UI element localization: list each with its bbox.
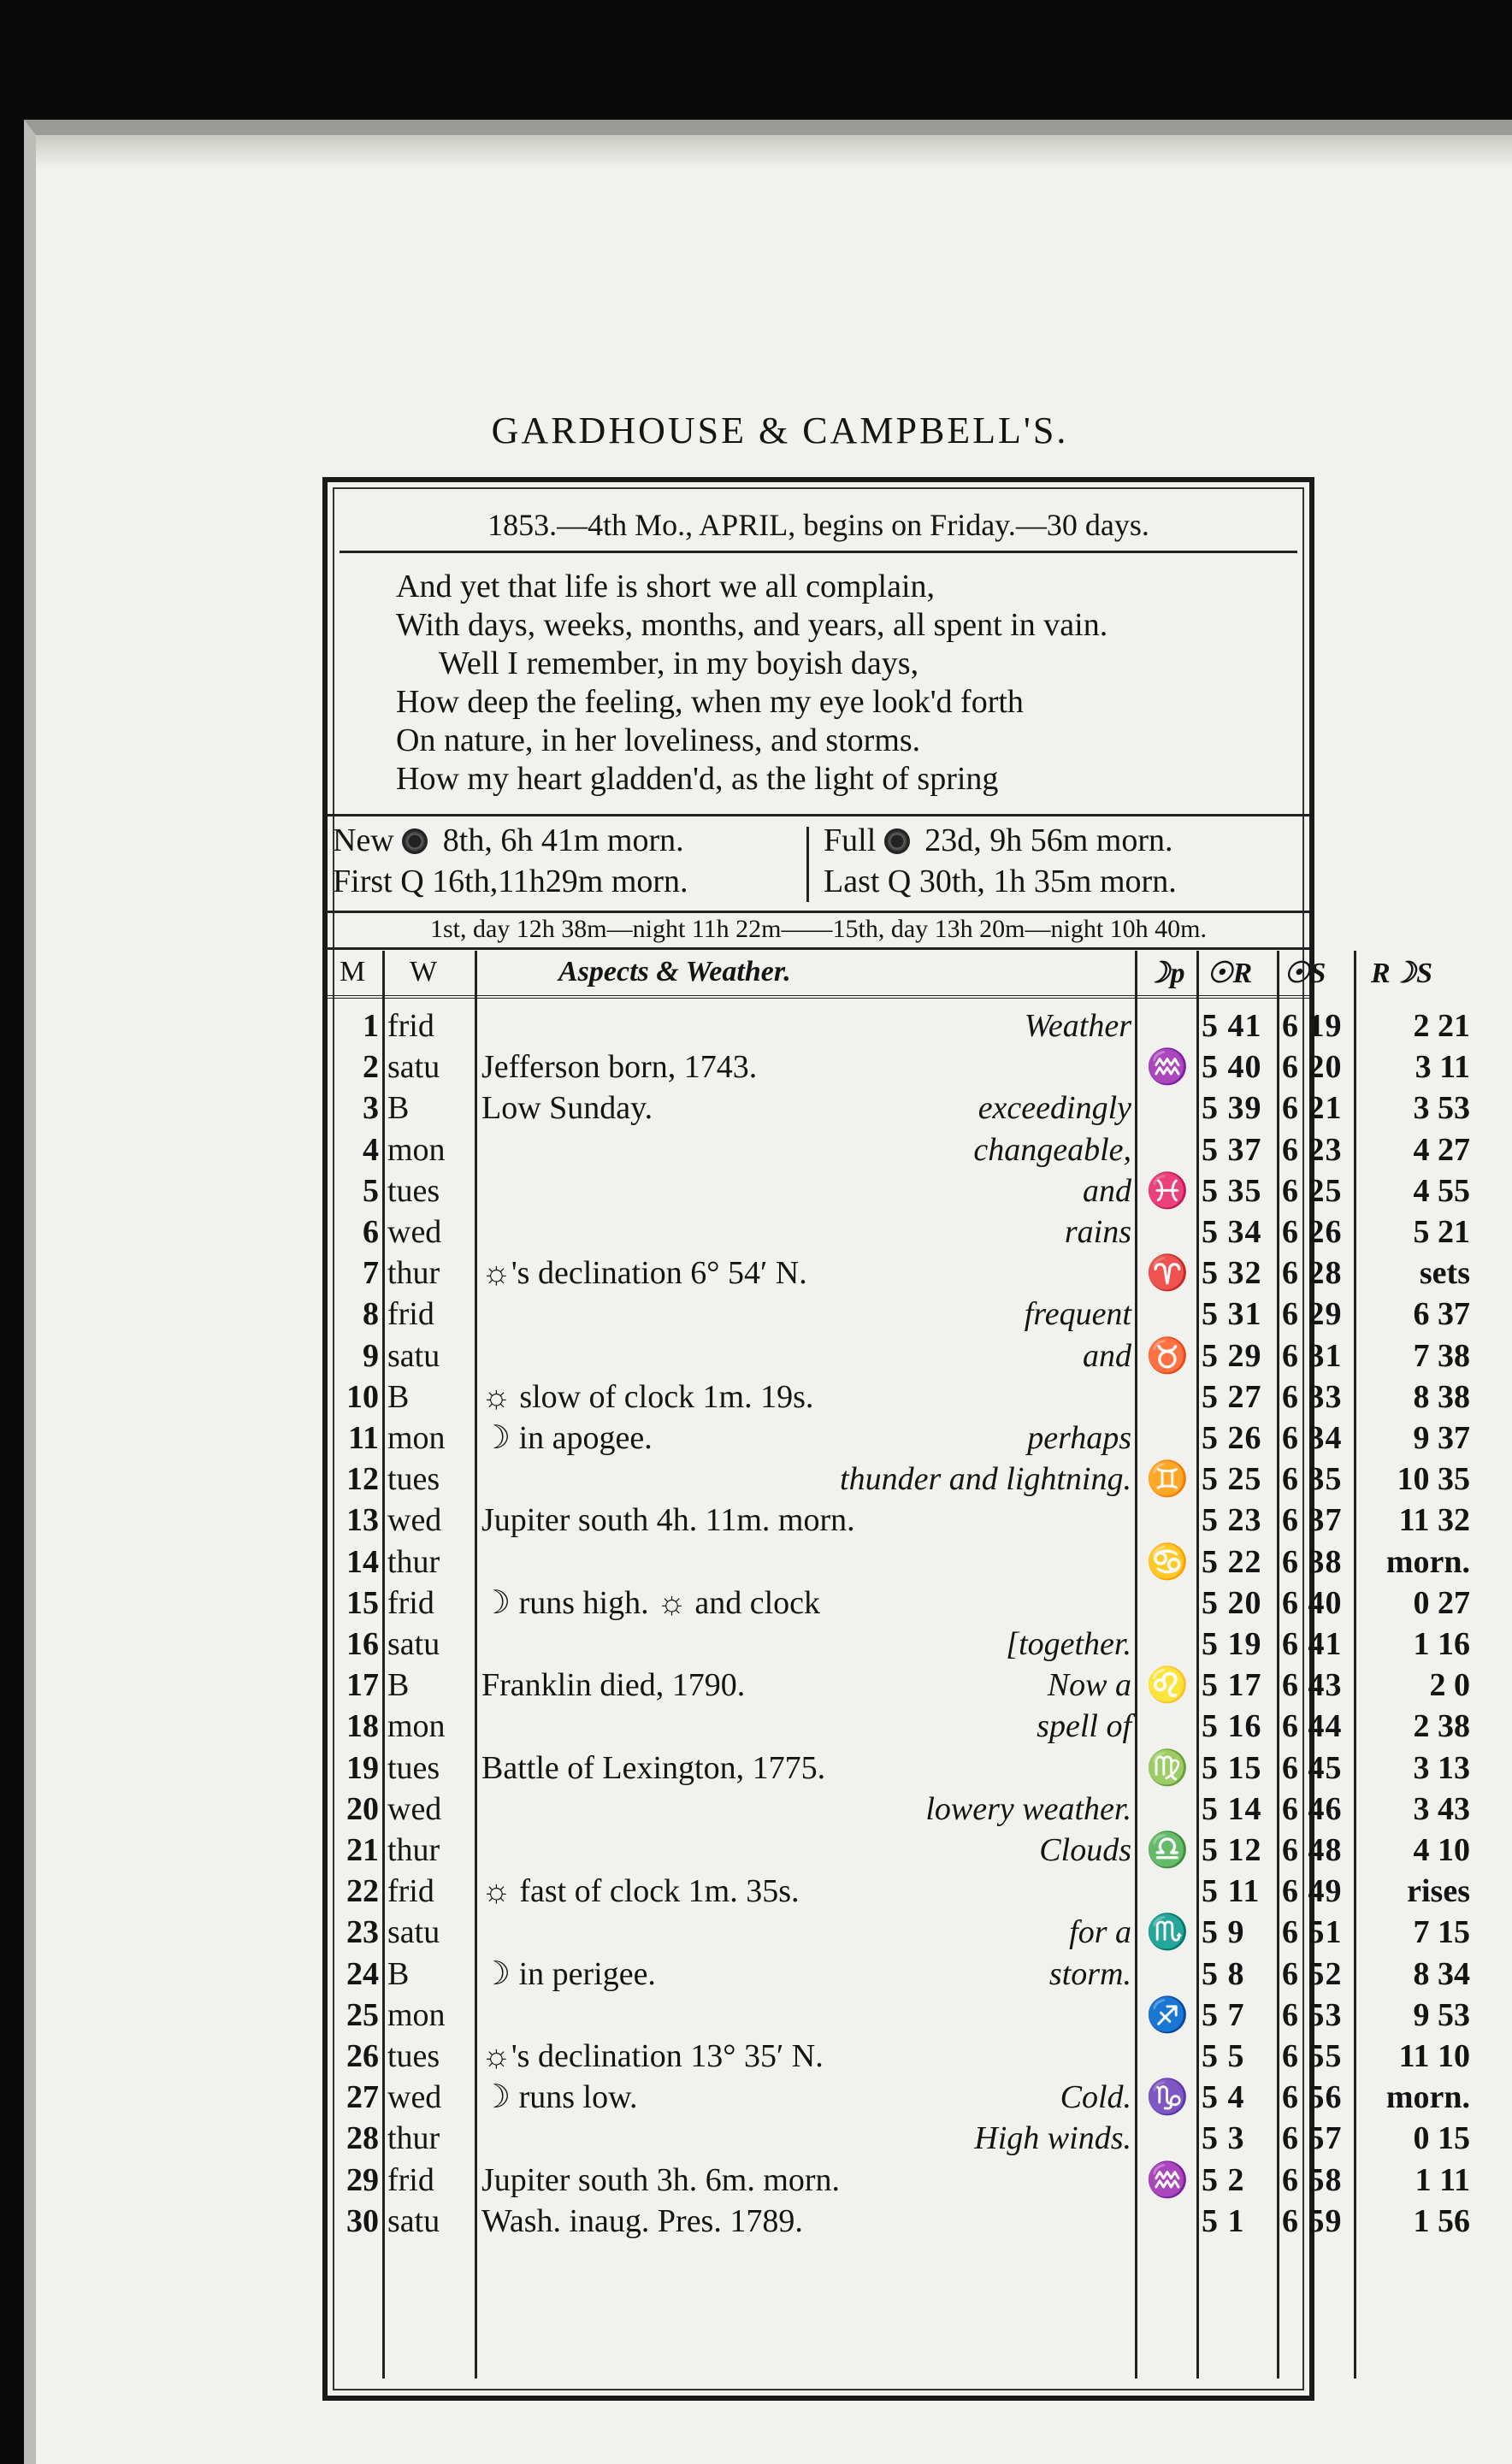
weather-text: Clouds: [1039, 1832, 1131, 1868]
verse-block: [396, 568, 1285, 799]
calendar-row: [328, 2118, 1470, 2159]
weekday: thur: [387, 1255, 440, 1292]
weather-text: Now a: [1047, 1667, 1131, 1704]
sun-rise: 5 20: [1202, 1584, 1262, 1621]
weather-text: storm.: [1048, 1955, 1131, 1992]
sun-set: 6 43: [1282, 1667, 1343, 1704]
weather-text: [together.: [1006, 1626, 1131, 1662]
header-weekday: W: [410, 956, 438, 987]
calendar-row: [328, 1335, 1470, 1376]
aspect-text: ☽ in apogee.: [481, 1420, 653, 1456]
weekday: thur: [387, 1832, 440, 1868]
calendar-row: [328, 2201, 1470, 2242]
moon-rise-set: 10 35: [1397, 1461, 1470, 1498]
weather-text: for a: [1069, 1914, 1131, 1951]
day-number: 3: [363, 1090, 379, 1127]
sun-rise: 5 14: [1202, 1790, 1262, 1827]
sun-set: 6 51: [1282, 1914, 1343, 1951]
weekday: mon: [387, 1420, 446, 1456]
weekday: satu: [387, 1337, 440, 1374]
calendar-row: [328, 1665, 1470, 1706]
moon-rise-set: 4 10: [1413, 1832, 1470, 1868]
sun-set: 6 38: [1282, 1543, 1343, 1580]
weekday: frid: [387, 2161, 434, 2198]
calendar-row: [328, 2036, 1470, 2077]
full-moon: [824, 820, 1177, 861]
weather-text: Cold.: [1060, 2079, 1131, 2116]
weather-text: lowery weather.: [925, 1790, 1131, 1827]
almanac-page: [24, 120, 1512, 2464]
weather-text: and: [1083, 1172, 1131, 1209]
day-number: 5: [363, 1172, 379, 1209]
sun-rise: 5 7: [1202, 1996, 1245, 2033]
calendar-row: [328, 1583, 1470, 1624]
day-number: 18: [346, 1708, 379, 1745]
day-number: 25: [346, 1996, 379, 2033]
moon-rise-set: 11 32: [1398, 1502, 1470, 1539]
sun-set: 6 33: [1282, 1378, 1343, 1415]
moon-phases: [328, 814, 1309, 913]
zodiac-sign: ♐: [1146, 1995, 1189, 2034]
weekday: frid: [387, 1584, 434, 1621]
aspect-text: ☼ slow of clock 1m. 19s.: [481, 1378, 814, 1415]
header-moon-place: ☽p: [1144, 958, 1185, 989]
weather-text: Weather: [1024, 1008, 1131, 1044]
sun-set: 6 23: [1282, 1131, 1343, 1168]
sun-rise: 5 34: [1202, 1214, 1262, 1250]
calendar-row: [328, 1748, 1470, 1789]
calendar-row: [328, 2160, 1470, 2201]
zodiac-sign: ♋: [1146, 1541, 1189, 1581]
aspect-text: Franklin died, 1790.: [481, 1667, 746, 1704]
moon-rise-set: 2 38: [1413, 1708, 1470, 1745]
calendar-row: [328, 1541, 1470, 1583]
new-moon-icon: [402, 828, 428, 854]
zodiac-sign: ♒: [1146, 1047, 1189, 1087]
sun-set: 6 46: [1282, 1790, 1343, 1827]
sun-rise: 5 27: [1202, 1378, 1262, 1415]
weekday: satu: [387, 1914, 440, 1951]
sun-rise: 5 37: [1202, 1131, 1262, 1168]
moon-rise-set: 1 16: [1413, 1626, 1470, 1662]
day-number: 20: [346, 1790, 379, 1827]
day-number: 2: [363, 1049, 379, 1086]
sun-rise: 5 12: [1202, 1832, 1262, 1868]
moon-rise-set: 11 10: [1398, 2038, 1470, 2074]
sun-rise: 5 19: [1202, 1626, 1262, 1662]
sun-set: 6 49: [1282, 1873, 1343, 1910]
zodiac-sign: ♉: [1146, 1335, 1189, 1375]
aspect-text: ☼'s declination 6° 54′ N.: [481, 1255, 807, 1292]
moon-phases-right: [824, 820, 1177, 902]
sun-set: 6 53: [1282, 1996, 1343, 2033]
day-number: 27: [346, 2079, 379, 2116]
moon-rise-set: 1 11: [1415, 2161, 1470, 2198]
zodiac-sign: ♎: [1146, 1830, 1189, 1869]
sun-rise: 5 23: [1202, 1502, 1262, 1539]
verse-line: How my heart gladden'd, as the light of spring: [396, 761, 999, 797]
new-moon-text: 8th, 6h 41m morn.: [442, 822, 684, 858]
moon-rise-set: 8 38: [1413, 1378, 1470, 1415]
moon-rise-set: 6 37: [1413, 1296, 1470, 1333]
day-number: 22: [346, 1873, 379, 1910]
sun-rise: 5 32: [1202, 1255, 1262, 1292]
sun-set: 6 48: [1282, 1832, 1343, 1868]
moon-rise-set: 7 15: [1413, 1914, 1470, 1951]
sun-set: 6 26: [1282, 1214, 1343, 1250]
zodiac-sign: ♍: [1146, 1748, 1189, 1787]
calendar-row: [328, 1789, 1470, 1830]
weather-text: High winds.: [974, 2120, 1131, 2157]
verse-line: With days, weeks, months, and years, all spent in vain.: [396, 607, 1108, 643]
calendar-row: [328, 1871, 1470, 1912]
day-number: 13: [346, 1502, 379, 1539]
calendar-row: [328, 1912, 1470, 1953]
aspect-text: Low Sunday.: [481, 1090, 653, 1127]
sun-rise: 5 9: [1202, 1914, 1245, 1951]
weather-text: rains: [1064, 1214, 1131, 1250]
moon-rise-set: 3 11: [1415, 1049, 1470, 1086]
calendar-row: [328, 1294, 1470, 1335]
header-sun-set: ☉S: [1284, 958, 1326, 989]
sun-set: 6 52: [1282, 1955, 1343, 1992]
header-moon-rise-set: R☽S: [1371, 958, 1433, 989]
moon-rise-set: 0 15: [1413, 2120, 1470, 2157]
verse-line: How deep the feeling, when my eye look'd forth: [396, 684, 1024, 720]
calendar-row: [328, 1954, 1470, 1995]
weekday: mon: [387, 1996, 446, 2033]
moon-rise-set: 7 38: [1413, 1337, 1470, 1374]
weekday: wed: [387, 1502, 442, 1539]
weekday: tues: [387, 1461, 440, 1498]
sun-rise: 5 16: [1202, 1708, 1262, 1745]
day-number: 21: [346, 1832, 379, 1868]
day-number: 29: [346, 2161, 379, 2198]
first-quarter-label: First Q: [333, 864, 424, 899]
weather-text: perhaps: [1027, 1420, 1131, 1456]
calendar-row: [328, 1830, 1470, 1871]
calendar-row: [328, 1995, 1470, 2036]
moon-rise-set: 4 55: [1413, 1172, 1470, 1209]
zodiac-sign: ♒: [1146, 2160, 1189, 2199]
calendar-row: [328, 1376, 1470, 1418]
moon-rise-set: 1 56: [1413, 2202, 1470, 2239]
aspect-text: ☽ runs high. ☼ and clock: [481, 1584, 821, 1621]
calendar-row: [328, 2077, 1470, 2118]
calendar-frame: [322, 477, 1470, 2401]
header-aspects: Aspects & Weather.: [558, 956, 791, 987]
day-number: 1: [363, 1008, 379, 1044]
day-number: 7: [363, 1255, 379, 1292]
moon-rise-set: 3 13: [1413, 1749, 1470, 1786]
weather-text: exceedingly: [977, 1090, 1131, 1127]
calendar-row: [328, 1500, 1470, 1541]
sun-set: 6 56: [1282, 2079, 1343, 2116]
weekday: B: [387, 1090, 410, 1127]
weekday: thur: [387, 2120, 440, 2157]
day-number: 15: [346, 1584, 379, 1621]
sun-rise: 5 2: [1202, 2161, 1245, 2198]
sun-set: 6 25: [1282, 1172, 1343, 1209]
weekday: B: [387, 1378, 410, 1415]
aspect-text: Battle of Lexington, 1775.: [481, 1749, 826, 1786]
calendar-row: [328, 1088, 1470, 1129]
moon-divider: [806, 827, 809, 902]
calendar-row: [328, 1624, 1470, 1665]
full-moon-icon: [884, 828, 910, 854]
sun-set: 6 19: [1282, 1008, 1343, 1044]
calendar-row: [328, 1046, 1470, 1088]
sun-set: 6 40: [1282, 1584, 1343, 1621]
weekday: satu: [387, 2202, 440, 2239]
day-number: 19: [346, 1749, 379, 1786]
sun-set: 6 41: [1282, 1626, 1343, 1662]
moon-rise-set: 2 0: [1429, 1667, 1470, 1704]
moon-rise-set: 5 21: [1413, 1214, 1470, 1250]
zodiac-sign: ♓: [1146, 1170, 1189, 1210]
month-title: 1853.—4th Mo., APRIL, begins on Friday.—30 days.: [340, 499, 1297, 553]
sun-rise: 5 25: [1202, 1461, 1262, 1498]
sun-rise: 5 40: [1202, 1049, 1262, 1086]
weekday: frid: [387, 1008, 434, 1044]
calendar-row: [328, 1005, 1470, 1046]
sun-set: 6 57: [1282, 2120, 1343, 2157]
sun-rise: 5 15: [1202, 1749, 1262, 1786]
moon-rise-set: morn.: [1385, 2079, 1470, 2116]
aspect-text: ☽ runs low.: [481, 2079, 638, 2116]
sun-rise: 5 41: [1202, 1008, 1262, 1044]
day-length-line: 1st, day 12h 38m—night 11h 22m——15th, day 13h 20m—night 10h 40m.: [328, 911, 1309, 950]
day-number: 9: [363, 1337, 379, 1374]
last-quarter-label: Last Q: [824, 864, 912, 899]
weekday: satu: [387, 1049, 440, 1086]
day-number: 28: [346, 2120, 379, 2157]
weather-text: thunder and lightning.: [840, 1461, 1131, 1498]
weekday: mon: [387, 1708, 446, 1745]
moon-rise-set: 2 21: [1413, 1008, 1470, 1044]
moon-rise-set: 3 43: [1413, 1790, 1470, 1827]
sun-set: 6 55: [1282, 2038, 1343, 2074]
weekday: tues: [387, 2038, 440, 2074]
aspect-text: ☼ fast of clock 1m. 35s.: [481, 1873, 800, 1910]
day-number: 14: [346, 1543, 379, 1580]
day-number: 4: [363, 1131, 379, 1168]
weekday: B: [387, 1667, 410, 1704]
weekday: tues: [387, 1172, 440, 1209]
verse-line: On nature, in her loveliness, and storms.: [396, 722, 921, 758]
moon-phases-left: [333, 820, 688, 902]
sun-rise: 5 8: [1202, 1955, 1245, 1992]
verse-line: And yet that life is short we all complain,: [396, 569, 936, 604]
weekday: frid: [387, 1873, 434, 1910]
sun-set: 6 58: [1282, 2161, 1343, 2198]
day-number: 16: [346, 1626, 379, 1662]
day-number: 12: [346, 1461, 379, 1498]
sun-rise: 5 35: [1202, 1172, 1262, 1209]
new-moon-label: New: [333, 822, 394, 858]
calendar-row: [328, 1459, 1470, 1500]
weekday: wed: [387, 1214, 442, 1250]
weather-text: frequent: [1024, 1296, 1131, 1333]
sun-set: 6 20: [1282, 1049, 1343, 1086]
aspect-text: Jupiter south 3h. 6m. morn.: [481, 2161, 841, 2198]
zodiac-sign: ♏: [1146, 1913, 1189, 1952]
sun-rise: 5 4: [1202, 2079, 1245, 2116]
sun-set: 6 28: [1282, 1255, 1343, 1292]
day-number: 30: [346, 2202, 379, 2239]
weekday: tues: [387, 1749, 440, 1786]
sun-rise: 5 31: [1202, 1296, 1262, 1333]
sun-set: 6 44: [1282, 1708, 1343, 1745]
calendar-row: [328, 1129, 1470, 1170]
header-day-of-month: M: [340, 956, 366, 987]
weekday: wed: [387, 1790, 442, 1827]
calendar-row: [328, 1253, 1470, 1294]
sun-set: 6 37: [1282, 1502, 1343, 1539]
moon-rise-set: 8 34: [1413, 1955, 1470, 1992]
sun-rise: 5 22: [1202, 1543, 1262, 1580]
day-number: 17: [346, 1667, 379, 1704]
weekday: thur: [387, 1543, 440, 1580]
aspect-text: ☽ in perigee.: [481, 1955, 656, 1992]
verse-line: Well I remember, in my boyish days,: [439, 645, 919, 681]
sun-rise: 5 39: [1202, 1090, 1262, 1127]
full-moon-label: Full: [824, 822, 877, 858]
sun-rise: 5 17: [1202, 1667, 1262, 1704]
weather-text: spell of: [1037, 1708, 1131, 1745]
moon-rise-set: 9 37: [1413, 1420, 1470, 1456]
sun-set: 6 29: [1282, 1296, 1343, 1333]
sun-set: 6 34: [1282, 1420, 1343, 1456]
new-moon: [333, 820, 688, 861]
moon-rise-set: morn.: [1385, 1543, 1470, 1580]
full-moon-text: 23d, 9h 56m morn.: [924, 822, 1173, 858]
moon-rise-set: rises: [1407, 1873, 1470, 1910]
weekday: satu: [387, 1626, 440, 1662]
sun-set: 6 21: [1282, 1090, 1343, 1127]
calendar-row: [328, 1706, 1470, 1747]
first-quarter: [333, 861, 688, 902]
day-number: 23: [346, 1914, 379, 1951]
zodiac-sign: ♑: [1146, 2078, 1189, 2117]
zodiac-sign: ♈: [1146, 1253, 1189, 1293]
aspect-text: ☼'s declination 13° 35′ N.: [481, 2038, 824, 2074]
moon-rise-set: 0 27: [1413, 1584, 1470, 1621]
sun-set: 6 31: [1282, 1337, 1343, 1374]
moon-rise-set: 4 27: [1413, 1131, 1470, 1168]
weekday: frid: [387, 1296, 434, 1333]
sun-rise: 5 11: [1202, 1873, 1261, 1910]
sun-rise: 5 26: [1202, 1420, 1262, 1456]
day-number: 26: [346, 2038, 379, 2074]
moon-rise-set: 3 53: [1413, 1090, 1470, 1127]
sun-rise: 5 1: [1202, 2202, 1245, 2239]
aspect-text: Wash. inaug. Pres. 1789.: [481, 2202, 803, 2239]
sun-set: 6 45: [1282, 1749, 1343, 1786]
sun-set: 6 35: [1282, 1461, 1343, 1498]
header-sun-rise: ☉R: [1207, 958, 1253, 989]
sun-rise: 5 3: [1202, 2120, 1245, 2157]
day-number: 8: [363, 1296, 379, 1333]
zodiac-sign: ♌: [1146, 1665, 1189, 1705]
weather-text: and: [1083, 1337, 1131, 1374]
day-number: 6: [363, 1214, 379, 1250]
day-number: 11: [348, 1420, 379, 1456]
sun-set: 6 59: [1282, 2202, 1343, 2239]
running-head: GARDHOUSE & CAMPBELL'S.: [491, 410, 1069, 451]
aspect-text: Jupiter south 4h. 11m. morn.: [481, 1502, 855, 1539]
day-number: 10: [346, 1378, 379, 1415]
sun-rise: 5 29: [1202, 1337, 1262, 1374]
moon-rise-set: sets: [1419, 1255, 1470, 1292]
aspect-text: Jefferson born, 1743.: [481, 1049, 758, 1086]
moon-rise-set: 9 53: [1413, 1996, 1470, 2033]
calendar-row: [328, 1418, 1470, 1459]
weekday: wed: [387, 2079, 442, 2116]
weather-text: changeable,: [973, 1131, 1131, 1168]
day-number: 24: [346, 1955, 379, 1992]
last-quarter: [824, 861, 1177, 902]
weekday: B: [387, 1955, 410, 1992]
zodiac-sign: ♊: [1146, 1459, 1189, 1499]
last-quarter-text: 30th, 1h 35m morn.: [918, 864, 1177, 899]
first-quarter-text: 16th,11h29m morn.: [432, 864, 688, 899]
calendar-row: [328, 1211, 1470, 1253]
calendar-row: [328, 1170, 1470, 1211]
page-edge-shadow: [36, 135, 1512, 169]
weekday: mon: [387, 1131, 446, 1168]
sun-rise: 5 5: [1202, 2038, 1245, 2074]
